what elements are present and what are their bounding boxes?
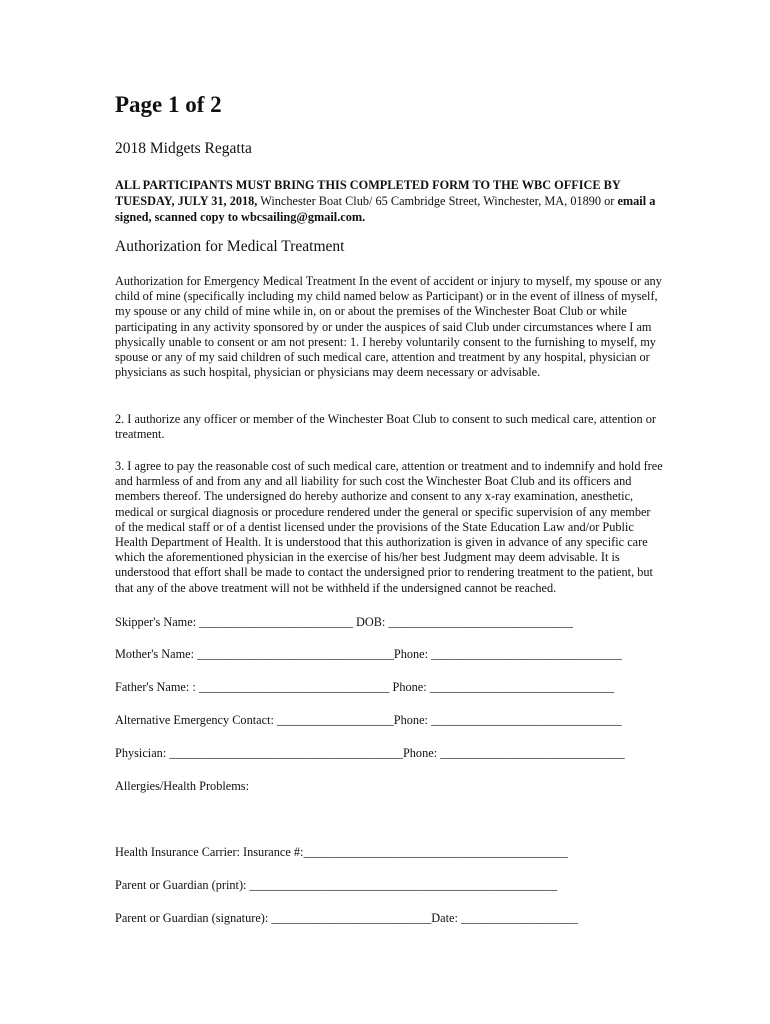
father-name-field[interactable]: Father's Name: : _______________________________ Phone: ______________________________ bbox=[115, 680, 615, 694]
physician-field[interactable]: Physician: ______________________________________Phone: ______________________________ bbox=[115, 746, 625, 760]
alternative-contact-field[interactable]: Alternative Emergency Contact: ___________________Phone: _______________________________ bbox=[115, 713, 622, 727]
skipper-name-field[interactable]: Skipper's Name: _________________________ DOB: ______________________________ bbox=[115, 615, 573, 629]
guardian-signature-field[interactable]: Parent or Guardian (signature): __________________________Date: ___________________ bbox=[115, 911, 578, 925]
authorization-paragraph-3: 3. I agree to pay the reasonable cost of such medical care, attention or treatment and to indemnify and hold free and harmless of and from any and all liability for such cost the Winchester Boat Club and its officers and members thereof. The undersigned do hereby authorize and consent to any x-ray examination, anesthetic, medical or surgical diagnosis or procedure rendered under the general or specific supervision of any member of the medical staff or of a dentist licensed under the provisions of the State Education Law and/or Public Health Department of Health. It is understood that this authorization is given in advance of any specific care which the aforementioned physician in the exercise of his/her best Judgment may deem advisable. It is understood that effort shall be made to contact the undersigned prior to rendering treatment to the patient, but that any of the above treatment will not be withheld if the undersigned cannot be reached. bbox=[115, 459, 663, 595]
insurance-field[interactable]: Health Insurance Carrier: Insurance #:___________________________________________ bbox=[115, 845, 568, 859]
mother-name-field[interactable]: Mother's Name: ________________________________Phone: _______________________________ bbox=[115, 647, 622, 661]
event-title: 2018 Midgets Regatta bbox=[115, 140, 252, 157]
submission-notice bbox=[115, 177, 660, 225]
allergies-label[interactable]: Allergies/Health Problems: bbox=[115, 779, 249, 793]
page-title: Page 1 of 2 bbox=[115, 92, 222, 117]
notice-bold-lead: ALL PARTICIPANTS MUST BRING THIS COMPLETED FORM TO THE WBC OFFICE BY TUESDAY, JULY 31, 2018, bbox=[115, 178, 621, 208]
authorization-paragraph-1: Authorization for Emergency Medical Treatment In the event of accident or injury to myself, my spouse or any child of mine (specifically including my child named below as Participant) or in the event of illness of myself, my spouse or any child of mine while in, on or about the premises of the Winchester Boat Club or while participating in any activity sponsored by or under the auspices of said Club under circumstances where I am physically unable to consent or am not present: 1. I hereby voluntarily consent to the furnishing to myself, my spouse or any of my said children of such medical care, attention and treatment by any hospital, physician or physicians as such hospital, physician or physicians may deem necessary or advisable. bbox=[115, 274, 662, 380]
guardian-print-field[interactable]: Parent or Guardian (print): __________________________________________________ bbox=[115, 878, 557, 892]
authorization-paragraph-2: 2. I authorize any officer or member of the Winchester Boat Club to consent to such medical care, attention or treatment. bbox=[115, 412, 656, 442]
notice-email: email a signed, scanned copy to wbcsailing@gmail.com. bbox=[115, 194, 656, 224]
section-title: Authorization for Medical Treatment bbox=[115, 238, 345, 255]
notice-address: Winchester Boat Club/ 65 Cambridge Street, Winchester, MA, 01890 or bbox=[257, 194, 618, 208]
